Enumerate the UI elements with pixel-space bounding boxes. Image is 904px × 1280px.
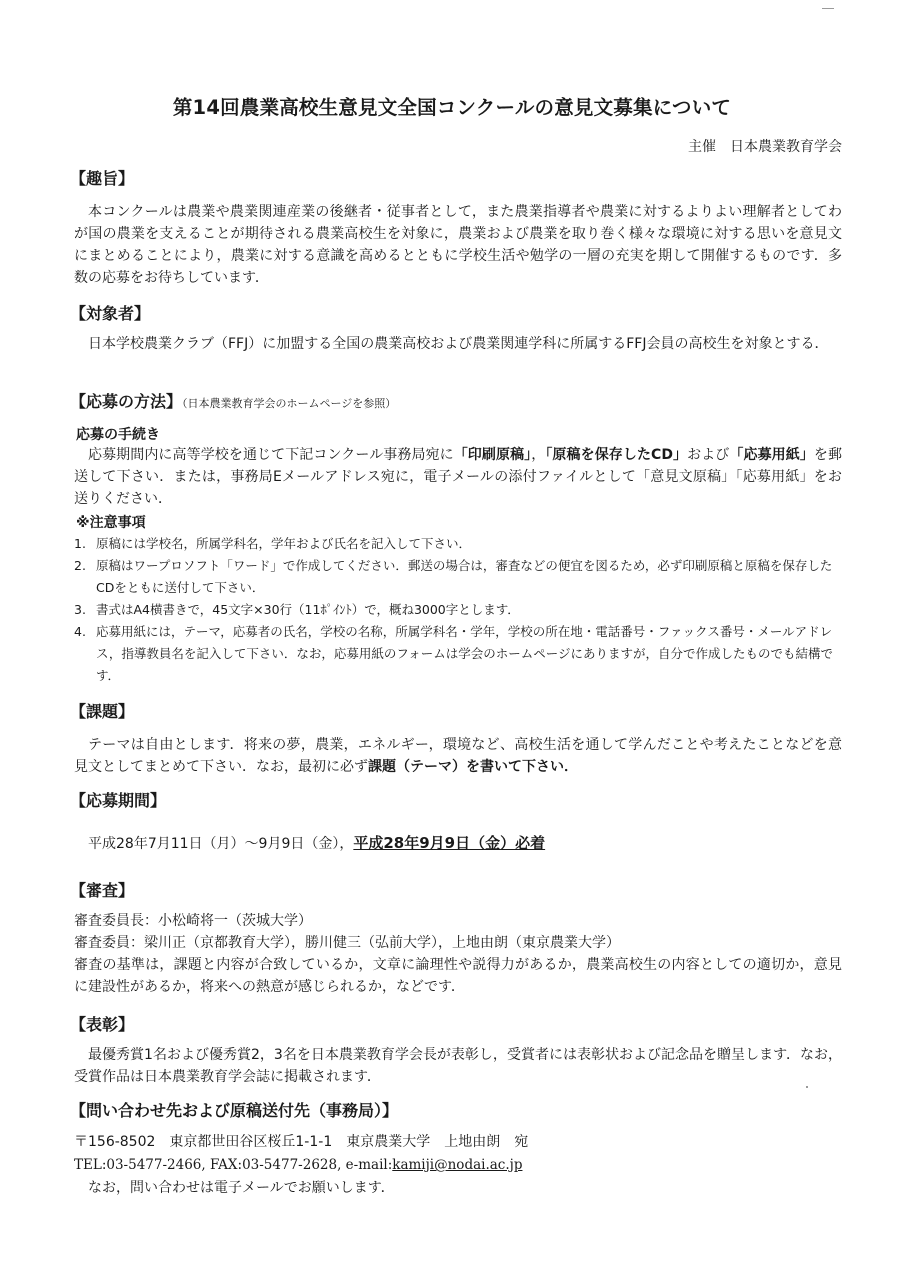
judging-members: 審査委員：梁川正（京都教育大学），勝川健三（弘前大学），上地由朗（東京農業大学）: [74, 935, 620, 951]
list-item: [74, 555, 844, 599]
purpose-body: 本コンクールは農業や農業関連産業の後継者・従事者として，また農業指導者や農業に対するよりよい理解者としてわが国の農業を支えることが期待される農業高校生を対象に，農業および農業を取り巻く様々な環境に対する思いを意見文にまとめることにより，農業に対する意識を高めるとともに学校生活や勉学の一層の充実を期して開催するものです．多数の応募をお待ちしています．: [74, 204, 842, 286]
eligibility-heading: 【対象者】: [70, 304, 151, 323]
procedure-text-7: を郵送して下さい．または，事務局Eメールアドレス宛に，電子メールの添付ファイルとして「意見文原稿」「応募用紙」をお送りください．: [74, 447, 843, 507]
judging-chair: 審査委員長：小松崎将一（茨城大学）: [74, 913, 312, 929]
procedure-text-5: および: [687, 447, 730, 463]
judging-criteria: 審査の基準は，課題と内容が合致しているか，文章に論理性や説得力があるか，農業高校生の内容としての適切か，意見に建設性があるか，将来への熱意が感じられるか，などです．: [74, 957, 842, 995]
notes-list: [74, 533, 844, 687]
procedure-heading: 応募の手続き: [76, 427, 160, 443]
document-title: 第14回農業高校生意見文全国コンクールの意見文募集について: [172, 96, 732, 119]
note-number: 2.: [74, 558, 86, 573]
theme-emphasis: 課題（テーマ）を書いて下さい．: [368, 759, 578, 775]
eligibility-body: 日本学校農業クラブ（FFJ）に加盟する全国の農業高校および農業関連学科に所属するFFJ会員の高校生を対象とする．: [88, 336, 829, 352]
procedure-form: 「応募用紙」: [729, 447, 814, 463]
awards-body: 最優秀賞1名および優秀賞2，3名を日本農業教育学会長が表彰し，受賞者には表彰状および記念品を贈呈します．なお，受賞作品は日本農業教育学会誌に掲載されます．: [74, 1047, 842, 1085]
period-range: 平成28年7月11日（月）～9月9日（金），: [88, 836, 354, 852]
scan-mark: [806, 1086, 808, 1088]
period-deadline: 平成28年9月9日（金）必着: [353, 834, 546, 852]
contact-phone-fax-text: TEL:03-5477-2466, FAX:03-5477-2628, e-mail:: [74, 1157, 393, 1173]
list-item: [74, 533, 844, 555]
note-number: 3.: [74, 602, 86, 617]
organizer: 主催 日本農業教育学会: [688, 139, 842, 155]
notes-heading: ※注意事項: [76, 515, 146, 531]
note-text: 応募用紙には，テーマ，応募者の氏名，学校の名称，所属学科名・学年，学校の所在地・電話番号・ファックス番号・メールアドレス，指導教員名を記入して下さい．なお，応募用紙のフォームは学会のホームページにありますが，自分で作成したものでも結構です．: [96, 624, 834, 683]
scan-mark: [822, 8, 834, 9]
procedure-body: [74, 444, 842, 510]
theme-body: [74, 734, 842, 778]
method-heading: [70, 389, 396, 412]
contact-phone-fax: [74, 1154, 844, 1176]
note-number: 1.: [74, 536, 86, 551]
judging-heading: 【審査】: [70, 881, 135, 900]
list-item: [74, 621, 844, 687]
note-text: 原稿はワープロソフト「ワード」で作成してください．郵送の場合は，審査などの便宜を図るため，必ず印刷原稿と原稿を保存したCDをともに送付して下さい．: [96, 558, 833, 595]
awards-heading: 【表彰】: [70, 1015, 135, 1034]
note-number: 4.: [74, 624, 86, 639]
note-text: 原稿には学校名，所属学科名，学年および氏名を記入して下さい．: [96, 536, 472, 551]
note-text: 書式はA4横書きで，45文字×30行（11ﾎﾟｲﾝﾄ）で，概ね3000字とします．: [96, 602, 520, 617]
period-heading: 【応募期間】: [70, 791, 167, 810]
purpose-heading: 【趣旨】: [70, 169, 135, 188]
procedure-printed-manuscript: 「印刷原稿」: [453, 447, 532, 463]
procedure-text-1: 応募期間内に高等学校を通じて下記コンクール事務局宛に: [88, 447, 454, 463]
procedure-text-3: ，: [531, 447, 546, 463]
method-heading-note: （日本農業教育学会のホームページを参照）: [182, 397, 397, 410]
contact-note: なお，問い合わせは電子メールでお願いします．: [88, 1180, 395, 1196]
theme-text: テーマは自由とします．将来の夢，農業，エネルギー，環境など、高校生活を通して学んだことや考えたことなどを意見文としてまとめて下さい．なお，最初に必ず: [74, 737, 842, 775]
period-body: [74, 832, 842, 855]
theme-heading: 【課題】: [70, 702, 135, 721]
contact-heading: 【問い合わせ先および原稿送付先（事務局）】: [70, 1101, 399, 1120]
list-item: [74, 599, 844, 621]
contact-address: 〒156-8502 東京都世田谷区桜丘1-1-1 東京農業大学 上地由朗 宛: [74, 1134, 529, 1150]
procedure-cd: 「原稿を保存したCD」: [545, 447, 688, 463]
method-heading-text: 【応募の方法】: [70, 392, 183, 411]
contact-email-link[interactable]: kamiji@nodai.ac.jp: [392, 1157, 523, 1173]
